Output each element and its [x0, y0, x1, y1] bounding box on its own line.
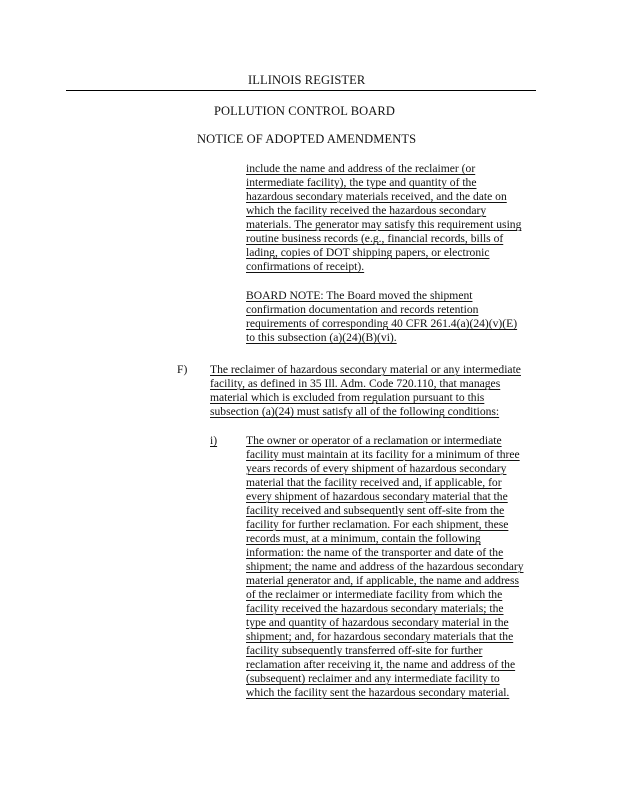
register-title: ILLINOIS REGISTER: [248, 73, 366, 87]
text-line: confirmations of receipt).: [246, 260, 365, 273]
text-line: reclamation after receiving it, the name and address of the: [246, 658, 516, 671]
text-line: shipment; the name and address of the hazardous secondary: [246, 560, 524, 573]
board-note-text: NOTE: The Board moved the shipment: [286, 289, 473, 302]
board-title: POLLUTION CONTROL BOARD: [214, 104, 395, 118]
board-note-first-line: [246, 289, 473, 303]
item-f-marker: F): [177, 363, 188, 376]
text-line: material which is excluded from regulation pursuant to this: [210, 391, 485, 404]
text-line: materials. The generator may satisfy this requirement using: [246, 218, 522, 231]
text-line: every shipment of hazardous secondary material that the: [246, 490, 508, 503]
text-line: years records of every shipment of hazardous secondary: [246, 462, 507, 475]
text-line: facility received and subsequently sent off-site from the: [246, 504, 505, 517]
item-i-marker: i): [210, 434, 218, 447]
text-line: The reclaimer of hazardous secondary material or any intermediate: [210, 363, 521, 376]
text-line: intermediate facility), the type and quantity of the: [246, 176, 477, 189]
board-note-label: BOARD: [246, 289, 287, 302]
text-line: of the reclaimer or intermediate facility from which the: [246, 588, 503, 601]
text-line: (subsequent) reclaimer and any intermediate facility to: [246, 672, 500, 685]
text-line: type and quantity of hazardous secondary material in the: [246, 616, 509, 629]
text-line: lading, copies of DOT shipping papers, or electronic: [246, 246, 490, 259]
text-line: The owner or operator of a reclamation or intermediate: [246, 434, 502, 447]
text-line: which the facility sent the hazardous secondary material.: [246, 686, 510, 699]
header-divider: [66, 90, 536, 91]
text-line: which the facility received the hazardous secondary: [246, 204, 487, 217]
text-line: requirements of corresponding 40 CFR 261.4(a)(24)(v)(E): [246, 317, 518, 330]
text-line: facility must maintain at its facility for a minimum of three: [246, 448, 520, 461]
text-line: material generator and, if applicable, the name and address: [246, 574, 519, 587]
text-line: facility received the hazardous secondary materials; the: [246, 602, 504, 615]
text-line: subsection (a)(24) must satisfy all of the following conditions:: [210, 405, 500, 418]
text-line: confirmation documentation and records retention: [246, 303, 479, 316]
notice-title: NOTICE OF ADOPTED AMENDMENTS: [197, 132, 417, 146]
text-line: shipment; and, for hazardous secondary materials that the: [246, 630, 514, 643]
text-line: facility for further reclamation. For each shipment, these: [246, 518, 509, 531]
text-line: facility, as defined in 35 Ill. Adm. Code 720.110, that manages: [210, 377, 501, 390]
text-line: information: the name of the transporter and date of the: [246, 546, 504, 559]
text-line: routine business records (e.g., financial records, bills of: [246, 232, 504, 245]
text-line: facility subsequently transferred off-site for further: [246, 644, 483, 657]
text-line: records must, at a minimum, contain the following: [246, 532, 481, 545]
text-line: hazardous secondary materials received, and the date on: [246, 190, 507, 203]
text-line: to this subsection (a)(24)(B)(vi).: [246, 331, 397, 344]
text-line: include the name and address of the reclaimer (or: [246, 162, 476, 175]
text-line: material that the facility received and, if applicable, for: [246, 476, 502, 489]
